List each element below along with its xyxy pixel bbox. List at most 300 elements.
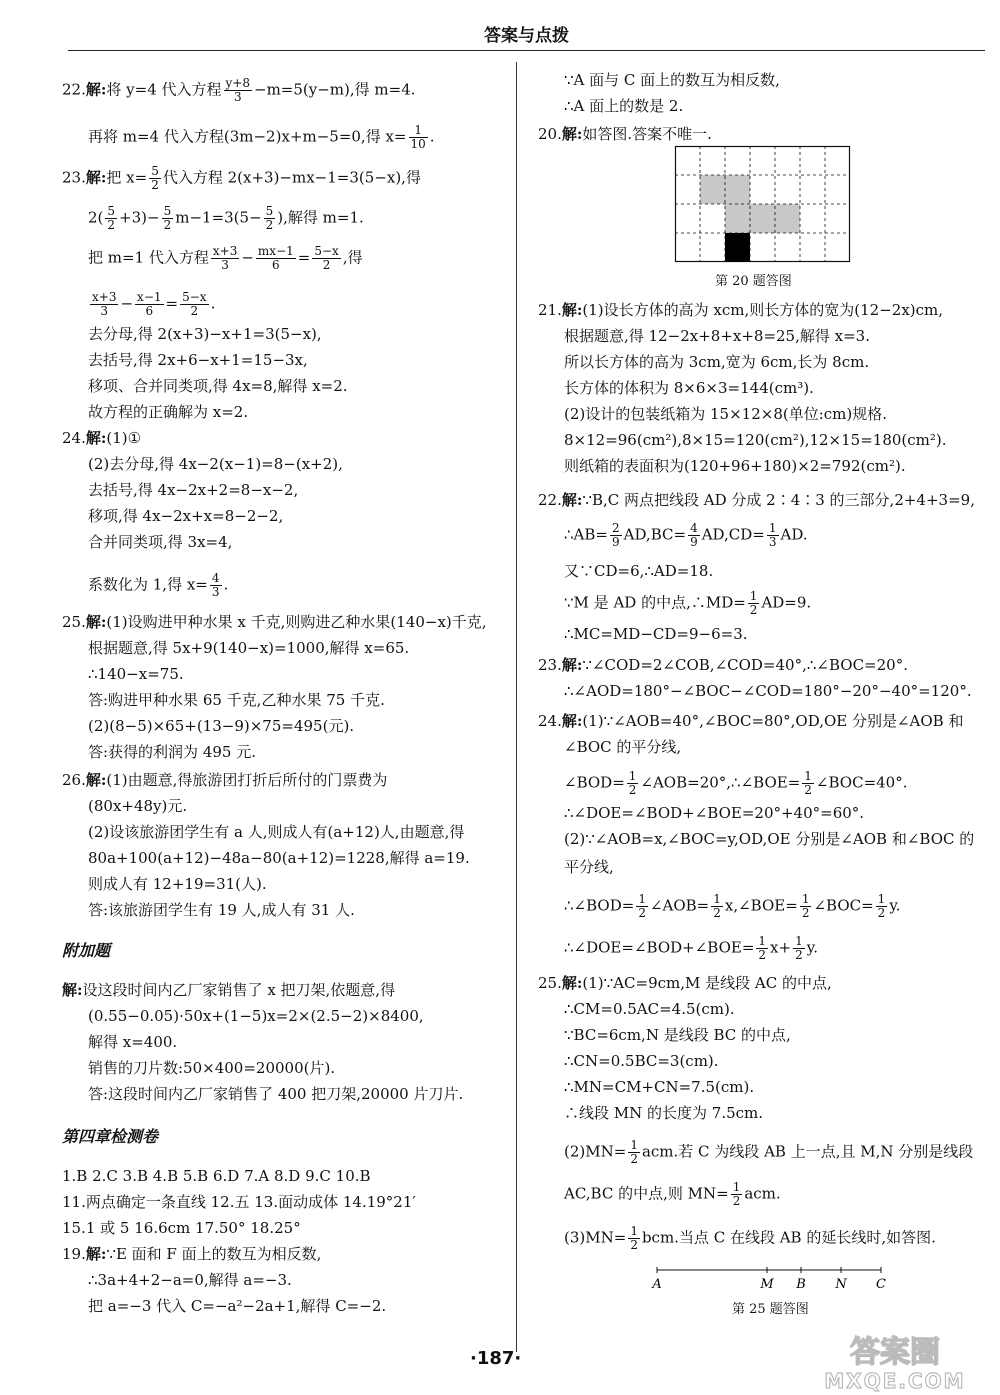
solution-label: 解: <box>85 771 107 789</box>
text-span: 则纸箱的表面积为(120+96+180)×2=792(cm²). <box>564 457 906 475</box>
fraction <box>688 522 700 549</box>
text-line <box>564 96 683 116</box>
text-span: ∠BOC=40°. <box>815 773 908 792</box>
solution-label: 解: <box>561 656 583 674</box>
text-span: 答:这段时间内乙厂家销售了 400 把刀架,20000 片刀片. <box>88 1085 464 1103</box>
text-line <box>88 742 256 762</box>
point-label: A <box>652 1277 662 1292</box>
text-span: acm.若 C 为线段 AB 上一点,且 M,N 分别是线段 <box>641 1142 974 1161</box>
text-span: 又∵CD=6,∴AD=18. <box>564 562 714 580</box>
shaded-cell <box>775 204 800 233</box>
text-span: 21. <box>538 301 562 319</box>
numerator: 1 <box>758 934 767 948</box>
page-header <box>68 22 985 51</box>
text-span: 移项、合并同类项,得 4x=8,解得 x=2. <box>88 377 348 395</box>
fraction <box>149 165 161 192</box>
text-span: 去分母,得 2(x+3)−x+1=3(5−x), <box>88 325 322 343</box>
text-span: (3)MN= <box>564 1228 627 1247</box>
denominator: 2 <box>190 304 199 318</box>
fraction <box>224 77 252 104</box>
denominator: 2 <box>630 1238 638 1252</box>
text-span: ∴AB= <box>564 525 608 544</box>
numerator: 5 <box>265 204 274 218</box>
numerator: 2 <box>611 521 620 535</box>
fraction <box>180 291 208 318</box>
text-span: ∠AOB=20°,∴∠BOE= <box>640 773 801 792</box>
numerator: 1 <box>628 769 637 783</box>
text-span: ∴MN=CM+CN=7.5(cm). <box>564 1078 755 1096</box>
text-span: m−1=3(5− <box>175 208 262 227</box>
denominator: 2 <box>758 948 767 962</box>
text-span: 2( <box>88 208 104 227</box>
solution-label: 解: <box>85 80 107 99</box>
text-line <box>538 973 832 993</box>
fraction <box>135 291 163 318</box>
numerator: y+8 <box>225 76 250 90</box>
text-line <box>564 1077 754 1097</box>
text-line <box>564 624 748 644</box>
text-line <box>564 590 811 617</box>
text-line <box>62 1166 371 1186</box>
denominator: 3 <box>233 90 242 104</box>
numerator: 1 <box>638 892 646 906</box>
denominator: 2 <box>265 218 274 232</box>
text-line <box>564 1025 791 1045</box>
text-line <box>564 404 887 424</box>
text-span: ,得 <box>342 248 363 267</box>
text-line <box>62 980 395 1000</box>
text-span: ∴∠BOD= <box>564 896 635 915</box>
numerator: x+3 <box>212 244 238 258</box>
denominator: 2 <box>628 783 637 797</box>
fraction <box>731 1181 743 1208</box>
text-span: (1)设长方体的高为 xcm,则长方体的宽为(12−2x)cm, <box>582 301 944 319</box>
text-span: 20. <box>538 125 562 143</box>
numerator: 1 <box>795 934 803 948</box>
text-span: 把 a=−3 代入 C=−a²−2a+1,解得 C=−2. <box>88 1297 387 1315</box>
numerator: x−1 <box>137 290 162 304</box>
fraction <box>90 291 118 318</box>
fraction <box>312 245 340 272</box>
text-line <box>88 664 184 684</box>
header-title: 答案与点拨 <box>484 26 569 46</box>
text-line <box>564 456 906 476</box>
fraction <box>162 205 174 232</box>
text-span: ∵BC=6cm,N 是线段 BC 的中点, <box>564 1026 791 1044</box>
column-divider <box>516 62 517 1352</box>
text-span: 根据题意,得 12−2x+8+x+8=25,解得 x=3. <box>564 327 870 345</box>
text-span: ∴∠DOE=∠BOD+∠BOE= <box>564 938 755 957</box>
text-line <box>88 1032 177 1052</box>
text-line <box>538 124 712 144</box>
text-line <box>88 1270 292 1290</box>
text-span: ∵∠COD=2∠COB,∠COD=40°,∴∠BOC=20°. <box>582 656 908 674</box>
fig25-segment <box>652 1262 895 1292</box>
text-span: 15.1 或 5 16.6cm 17.50° 18.25° <box>62 1219 301 1237</box>
text-span: 把 x= <box>106 168 148 187</box>
fraction <box>802 770 814 797</box>
numerator: 1 <box>801 892 810 906</box>
text-line <box>538 655 908 675</box>
denominator: 2 <box>732 1194 741 1208</box>
text-span: 去括号,得 4x−2x+2=8−x−2, <box>88 481 299 499</box>
text-span: 11.两点确定一条直线 12.五 13.面动成体 14.19°21′ <box>62 1193 416 1211</box>
shaded-cell <box>725 175 750 204</box>
text-span: 根据题意,得 5x+9(140−x)=1000,解得 x=65. <box>88 639 410 657</box>
text-span: 再将 m=4 代入方程(3m−2)x+m−5=0,得 x= <box>88 127 407 146</box>
text-span: ∴CN=0.5BC=3(cm). <box>564 1052 719 1070</box>
text-span: ∴∠AOD=180°−∠BOC−∠COD=180°−20°−40°=120°. <box>564 682 972 700</box>
text-span: ∴3a+4+2−a=0,解得 a=−3. <box>88 1271 292 1289</box>
text-span: x+ <box>770 938 792 957</box>
text-span: AD,BC= <box>623 525 687 544</box>
solution-label: 解: <box>561 491 583 509</box>
text-span: AD,CD= <box>701 525 765 544</box>
text-line <box>88 1006 424 1026</box>
text-span: AC,BC 的中点,则 MN= <box>564 1184 729 1203</box>
fraction <box>711 893 723 920</box>
text-span: ),解得 m=1. <box>277 208 364 227</box>
text-span: 解得 x=400. <box>88 1033 178 1051</box>
text-span: 24. <box>538 712 562 730</box>
text-line <box>88 402 248 422</box>
text-span: . <box>429 127 435 146</box>
text-line <box>62 165 421 192</box>
text-span: 答:该旅游团学生有 19 人,成人有 31 人. <box>88 901 355 919</box>
text-line <box>564 70 780 90</box>
text-line <box>88 480 298 500</box>
text-span: bcm.当点 C 在线段 AB 的延长线时,如答图. <box>641 1228 936 1247</box>
text-span: (1)设购进甲种水果 x 千克,则购进乙种水果(140−x)千克, <box>106 613 487 631</box>
fraction <box>211 245 239 272</box>
text-span: 则成人有 12+19=31(人). <box>88 875 267 893</box>
text-span: (1)① <box>106 429 142 447</box>
text-line <box>538 300 943 320</box>
text-line <box>564 737 681 757</box>
fraction <box>256 245 296 272</box>
text-line <box>88 506 283 526</box>
text-line <box>564 770 908 797</box>
text-span: (2)设该旅游团学生有 a 人,则成人有(a+12)人,由题意,得 <box>88 823 465 841</box>
text-span: 平分线, <box>564 858 614 876</box>
text-span: 故方程的正确解为 x=2. <box>88 403 249 421</box>
text-span: y. <box>889 896 901 915</box>
solution-label: 解: <box>85 429 107 447</box>
text-line <box>564 681 972 701</box>
section-heading: 附加题 <box>62 941 111 960</box>
text-line <box>62 941 110 961</box>
denominator: 2 <box>630 1152 638 1166</box>
solution-label: 解: <box>62 981 83 999</box>
point-label: M <box>760 1277 774 1292</box>
numerator: 1 <box>804 769 812 783</box>
text-span: 把 m=1 代入方程 <box>88 248 209 267</box>
numerator: 1 <box>630 1138 638 1152</box>
text-line <box>88 124 435 151</box>
text-span: (2)∵∠AOB=x,∠BOC=y,OD,OE 分别是∠AOB 和∠BOC 的 <box>564 830 975 848</box>
numerator: 5 <box>151 164 159 178</box>
numerator: 5−x <box>182 290 207 304</box>
text-span: AD. <box>780 525 808 544</box>
text-line <box>88 716 354 736</box>
text-line <box>62 428 141 448</box>
numerator: 5 <box>107 204 116 218</box>
fraction <box>800 893 812 920</box>
text-line <box>62 770 387 790</box>
denominator: 3 <box>768 535 777 549</box>
numerator: 4 <box>690 521 698 535</box>
shaded-cell <box>725 204 750 233</box>
text-span: ∴线段 MN 的长度为 7.5cm. <box>564 1104 764 1122</box>
black-cell <box>725 233 750 262</box>
numerator: 1 <box>713 892 721 906</box>
numerator: 1 <box>877 892 886 906</box>
numerator: 5 <box>163 204 172 218</box>
text-line <box>564 803 864 823</box>
denominator: 2 <box>322 258 331 272</box>
text-span: ∠BOC= <box>813 896 874 915</box>
text-line <box>564 1139 973 1166</box>
fraction <box>793 935 805 962</box>
text-span: ∴140−x=75. <box>88 665 184 683</box>
numerator: 1 <box>409 124 428 138</box>
fraction <box>264 205 276 232</box>
text-line <box>62 77 416 104</box>
text-span: (80x+48y)元. <box>88 797 188 815</box>
text-line <box>88 350 308 370</box>
solution-label: 解: <box>561 974 583 992</box>
text-span: 25. <box>62 613 86 631</box>
text-line <box>88 848 470 868</box>
fig25-caption: 第 25 题答图 <box>732 1302 809 1317</box>
text-span: 25. <box>538 974 562 992</box>
fraction <box>876 893 888 920</box>
text-span: ∴CM=0.5AC=4.5(cm). <box>564 1000 735 1018</box>
text-line <box>88 245 363 272</box>
text-span: 19. <box>62 1245 86 1263</box>
numerator: 1 <box>630 1224 638 1238</box>
text-span: − <box>120 294 134 313</box>
denominator: 2 <box>163 218 172 232</box>
fraction <box>767 522 779 549</box>
denominator: 2 <box>638 906 646 920</box>
text-line <box>564 893 901 920</box>
denominator: 2 <box>749 603 758 617</box>
text-span: ∴∠DOE=∠BOD+∠BOE=20°+40°=60°. <box>564 804 865 822</box>
solution-label: 解: <box>85 1245 107 1263</box>
denominator: 3 <box>100 304 109 318</box>
point-label: C <box>876 1277 886 1292</box>
text-span: 所以长方体的高为 3cm,宽为 6cm,长为 8cm. <box>564 353 870 371</box>
text-span: − <box>241 248 254 267</box>
text-span: ∠BOD= <box>564 773 625 792</box>
text-span: (0.55−0.05)·50x+(1−5)x=2×(2.5−2)×8400, <box>88 1007 424 1025</box>
denominator: 2 <box>801 906 810 920</box>
text-span: y. <box>806 938 818 957</box>
text-span: acm. <box>744 1184 781 1203</box>
text-line <box>88 690 385 710</box>
text-line <box>564 1181 781 1208</box>
fig20-grid <box>675 146 850 262</box>
text-span: AD=9. <box>761 593 812 612</box>
text-line <box>88 532 232 552</box>
denominator: 2 <box>713 906 721 920</box>
text-span: 去括号,得 2x+6−x+1=15−3x, <box>88 351 308 369</box>
text-span: (2)去分母,得 4x−2(x−1)=8−(x+2), <box>88 455 343 473</box>
text-span: 1.B 2.C 3.B 4.B 5.B 6.D 7.A 8.D 9.C 10.B <box>62 1167 371 1185</box>
text-span: 23. <box>538 656 562 674</box>
text-span: (2)(8−5)×65+(13−9)×75=495(元). <box>88 717 355 735</box>
shaded-cell <box>700 175 725 204</box>
numerator: 4 <box>211 571 220 585</box>
text-line <box>564 857 614 877</box>
section-heading: 第四章检测卷 <box>62 1127 159 1146</box>
text-line <box>564 430 947 450</box>
point-label: N <box>835 1277 847 1292</box>
text-span: 24. <box>62 429 86 447</box>
text-span: (1)∵AC=9cm,M 是线段 AC 的中点, <box>582 974 832 992</box>
text-span: 答:获得的利润为 495 元. <box>88 743 256 761</box>
denominator: 2 <box>795 948 803 962</box>
text-span: 22. <box>538 491 562 509</box>
text-span: 长方体的体积为 8×6×3=144(cm³). <box>564 379 814 397</box>
denominator: 2 <box>804 783 812 797</box>
denominator: 3 <box>211 585 220 599</box>
text-line <box>88 822 464 842</box>
denominator: 6 <box>272 258 280 272</box>
text-line <box>88 796 187 816</box>
text-span: (1)由题意,得旅游团打折后所付的门票费为 <box>106 771 388 789</box>
text-line <box>88 1058 335 1078</box>
text-span: ∵E 面和 F 面上的数互为相反数, <box>106 1245 322 1263</box>
text-span: (2)MN= <box>564 1142 627 1161</box>
fraction <box>210 572 222 599</box>
denominator: 3 <box>221 258 229 272</box>
fraction <box>636 893 648 920</box>
text-line <box>564 1225 936 1252</box>
text-line <box>88 900 355 920</box>
denominator: 6 <box>145 304 154 318</box>
text-span: 80a+100(a+12)−48a−80(a+12)=1228,解得 a=19. <box>88 849 470 867</box>
text-line <box>564 522 808 549</box>
fig20-caption: 第 20 题答图 <box>715 274 792 289</box>
solution-label: 解: <box>561 125 583 143</box>
text-span: (1)∵∠AOB=40°,∠BOC=80°,OD,OE 分别是∠AOB 和 <box>582 712 964 730</box>
solution-label: 解: <box>561 712 583 730</box>
numerator: 1 <box>768 521 777 535</box>
text-span: (2)设计的包装纸箱为 15×12×8(单位:cm)规格. <box>564 405 888 423</box>
text-line <box>564 999 735 1019</box>
text-span: 26. <box>62 771 86 789</box>
text-line <box>564 1051 719 1071</box>
text-span: 如答图.答案不唯一. <box>582 125 712 143</box>
text-span: . <box>210 294 216 313</box>
text-span: 将 y=4 代入方程 <box>106 80 222 99</box>
text-line <box>62 1127 158 1147</box>
text-span: = <box>297 248 311 267</box>
solution-label: 解: <box>85 168 107 187</box>
denominator: 9 <box>611 535 620 549</box>
text-line <box>88 874 267 894</box>
denominator: 9 <box>690 535 698 549</box>
denominator: 10 <box>410 137 426 151</box>
text-line <box>564 378 814 398</box>
text-span: x,∠BOE= <box>724 896 798 915</box>
text-span: ∵B,C 两点把线段 AD 分成 2∶4∶3 的三部分,2+4+3=9, <box>582 491 975 509</box>
numerator: 1 <box>749 589 758 603</box>
watermark-logo <box>800 1330 990 1392</box>
text-line <box>88 638 409 658</box>
text-span: ∵A 面与 C 面上的数互为相反数, <box>564 71 780 89</box>
fraction <box>628 1225 640 1252</box>
text-span: = <box>165 294 179 313</box>
text-span: 移项,得 4x−2x+x=8−2−2, <box>88 507 284 525</box>
solution-label: 解: <box>561 301 583 319</box>
denominator: 2 <box>877 906 886 920</box>
fraction <box>610 522 622 549</box>
watermark-line2: MXQE.COM <box>824 1369 966 1393</box>
text-line <box>62 1244 321 1264</box>
watermark-line1: 答案圈 <box>850 1335 940 1370</box>
text-span: +3)− <box>119 208 160 227</box>
text-span: ∠AOB= <box>649 896 710 915</box>
fraction <box>756 935 768 962</box>
text-line <box>538 711 963 731</box>
numerator: 5−x <box>314 244 339 258</box>
fraction <box>105 205 117 232</box>
shaded-cell <box>750 204 775 233</box>
text-line <box>62 1192 416 1212</box>
text-line <box>88 376 348 396</box>
text-span: 代入方程 2(x+3)−mx−1=3(5−x),得 <box>162 168 421 187</box>
text-span: 答:购进甲种水果 65 千克,乙种水果 75 千克. <box>88 691 385 709</box>
text-span: ∵M 是 AD 的中点,∴MD= <box>564 593 746 612</box>
numerator: mx−1 <box>257 244 294 258</box>
text-line <box>88 572 228 599</box>
text-span: 8×12=96(cm²),8×15=120(cm²),12×15=180(cm²). <box>564 431 947 449</box>
text-line <box>88 324 322 344</box>
text-line <box>88 291 215 318</box>
text-line <box>62 1218 301 1238</box>
numerator: 1 <box>732 1180 741 1194</box>
text-span: 系数化为 1,得 x= <box>88 575 208 594</box>
text-span: 销售的刀片数:50×400=20000(片). <box>88 1059 336 1077</box>
text-line <box>564 561 713 581</box>
denominator: 2 <box>151 178 159 192</box>
text-line <box>88 1296 386 1316</box>
text-span: 设这段时间内乙厂家销售了 x 把刀架,依题意,得 <box>82 981 396 999</box>
text-line <box>62 612 487 632</box>
text-line <box>564 1103 763 1123</box>
solution-label: 解: <box>85 613 107 631</box>
point-label: B <box>796 1277 806 1292</box>
fraction <box>627 770 639 797</box>
fraction <box>409 124 428 151</box>
fraction <box>628 1139 640 1166</box>
text-line <box>564 829 974 849</box>
text-line <box>564 935 818 962</box>
text-line <box>564 352 869 372</box>
text-span: . <box>223 575 229 594</box>
text-span: ∠BOC 的平分线, <box>564 738 682 756</box>
text-line <box>564 326 870 346</box>
text-line <box>88 205 364 232</box>
text-span: −m=5(y−m),得 m=4. <box>254 80 416 99</box>
text-line <box>538 490 975 510</box>
denominator: 2 <box>107 218 116 232</box>
text-span: 合并同类项,得 3x=4, <box>88 533 233 551</box>
numerator: x+3 <box>92 290 117 304</box>
